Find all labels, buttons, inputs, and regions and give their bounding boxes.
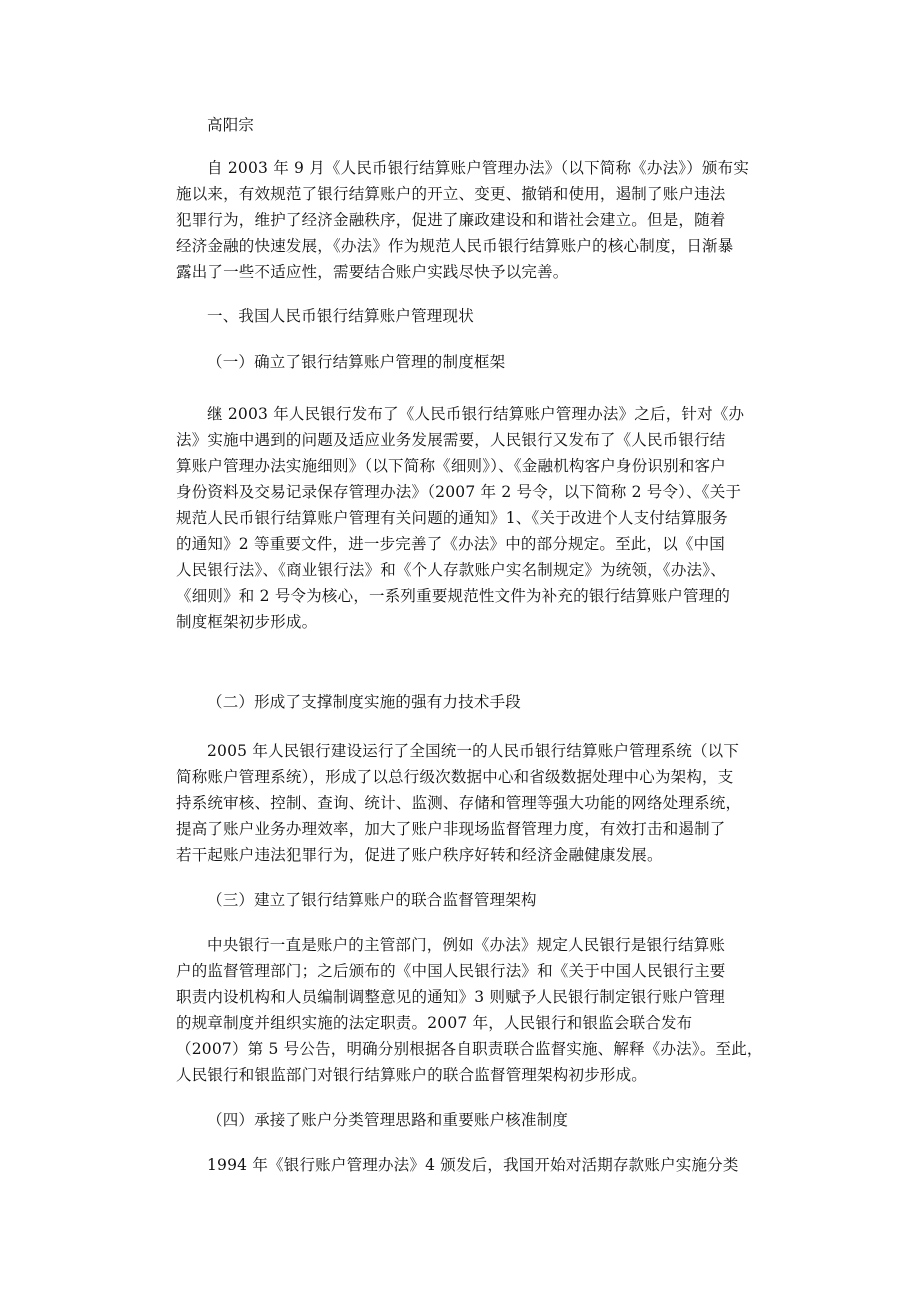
subsection-heading: （三）建立了银行结算账户的联合监督管理架构 [207, 891, 537, 909]
subsection-heading: （四）承接了账户分类管理思路和重要账户核准制度 [207, 1111, 569, 1129]
paragraph-line: 露出了一些不适应性，需要结合账户实践尽快予以完善。 [176, 263, 569, 281]
paragraph-line: 2005 年人民银行建设运行了全国统一的人民币银行结算账户管理系统（以下 [207, 742, 740, 760]
paragraph-line: 自 2003 年 9 月《人民币银行结算账户管理办法》（以下简称《办法》）颁布实 [207, 159, 750, 177]
paragraph-line: 提高了账户业务办理效率，加大了账户非现场监督管理力度，有效打击和遏制了 [176, 820, 726, 838]
paragraph-line: 持系统审核、控制、查询、统计、监测、存储和管理等强大功能的网络处理系统， [176, 794, 742, 812]
paragraph-line: 中央银行一直是账户的主管部门，例如《办法》规定人民银行是银行结算账 [207, 936, 726, 954]
paragraph-line: 身份资料及交易记录保存管理办法》（2007 年 2 号令，以下简称 2 号令）、《关于 [176, 483, 742, 501]
paragraph-line: 经济金融的快速发展，《办法》作为规范人民币银行结算账户的核心制度，日渐暴 [176, 237, 734, 255]
paragraph-line: 继 2003 年人民银行发布了《人民币银行结算账户管理办法》之后，针对《办 [207, 405, 745, 423]
paragraph-line: 犯罪行为，维护了经济金融秩序，促进了廉政建设和和谐社会建立。但是，随着 [176, 211, 726, 229]
paragraph-line: （2007）第 5 号公告，明确分别根据各自职责联合监督实施、解释《办法》。至此， [176, 1040, 763, 1058]
paragraph-line: 若干起账户违法犯罪行为，促进了账户秩序好转和经济金融健康发展。 [176, 846, 663, 864]
paragraph-line: 《细则》和 2 号令为核心，一系列重要规范性文件为补充的银行结算账户管理的 [176, 587, 731, 605]
paragraph-line: 职责内设机构和人员编制调整意见的通知》3 则赋予人民银行制定银行账户管理 [176, 988, 725, 1006]
subsection-heading: （一）确立了银行结算账户管理的制度框架 [207, 353, 506, 371]
paragraph-line: 简称账户管理系统），形成了以总行级次数据中心和省级数据处理中心为架构，支 [176, 768, 734, 786]
paragraph-line: 1994 年《银行账户管理办法》4 颁发后，我国开始对活期存款账户实施分类 [207, 1156, 739, 1174]
paragraph-line: 规范人民币银行结算账户管理有关问题的通知》1、《关于改进个人支付结算服务 [176, 509, 728, 527]
paragraph-line: 人民银行和银监部门对银行结算账户的联合监督管理架构初步形成。 [176, 1066, 648, 1084]
paragraph-line: 人民银行法》、《商业银行法》和《个人存款账户实名制规定》为统领，《办法》、 [176, 561, 726, 579]
paragraph-line: 算账户管理办法实施细则》（以下简称《细则》）、《金融机构客户身份识别和客户 [176, 457, 726, 475]
paragraph-line: 的规章制度并组织实施的法定职责。2007 年，人民银行和银监会联合发布 [176, 1014, 693, 1032]
author-name: 高阳宗 [207, 116, 255, 134]
paragraph-line: 法》实施中遇到的问题及适应业务发展需要，人民银行又发布了《人民币银行结 [176, 431, 726, 449]
subsection-heading: （二）形成了支撑制度实施的强有力技术手段 [207, 693, 522, 711]
section-heading: 一、我国人民币银行结算账户管理现状 [207, 307, 474, 325]
paragraph-line: 的通知》2 等重要文件，进一步完善了《办法》中的部分规定。至此，以《中国 [176, 535, 725, 553]
paragraph-line: 施以来，有效规范了银行结算账户的开立、变更、撤销和使用，遏制了账户违法 [176, 185, 726, 203]
paragraph-line: 户的监督管理部门；之后颁布的《中国人民银行法》和《关于中国人民银行主要 [176, 962, 726, 980]
paragraph-line: 制度框架初步形成。 [176, 613, 318, 631]
